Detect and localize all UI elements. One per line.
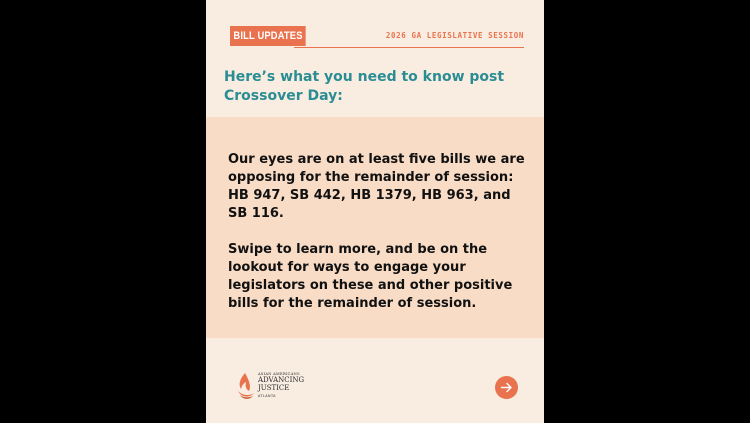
content-panel (206, 117, 544, 338)
logo-wordmark-line-2: JUSTICE (258, 384, 290, 392)
header-rule (294, 47, 524, 48)
session-label: 2026 GA LEGISLATIVE SESSION (385, 31, 524, 40)
body-paragraph-2: Swipe to learn more, and be on the lookout for ways to engage your legislators on these and other positive bills for the remainder of session. (228, 242, 513, 311)
logo-location: ATLANTA (258, 394, 276, 398)
bill-updates-badge: BILL UPDATES (230, 26, 306, 46)
organization-logo (234, 369, 324, 403)
arrow-right-icon (500, 381, 513, 394)
slide-headline (224, 68, 524, 106)
body-text (228, 151, 528, 331)
flame-logo-icon (234, 371, 256, 401)
headline-line-1: Here’s what you need to know post (224, 69, 505, 85)
logo-tagline: ASIAN AMERICANS (258, 372, 300, 376)
slide-header (230, 26, 524, 48)
body-paragraph-1: Our eyes are on at least five bills we are opposing for the remainder of session: HB 947, SB 442, HB 1379, HB 963, and SB 116. (228, 152, 525, 221)
next-slide-button[interactable] (495, 376, 518, 399)
logo-wordmark-line-1: ADVANCING (258, 376, 305, 384)
headline-line-2: Crossover Day: (224, 88, 343, 104)
logo-wordmark (258, 376, 304, 392)
slide-card (206, 0, 544, 423)
